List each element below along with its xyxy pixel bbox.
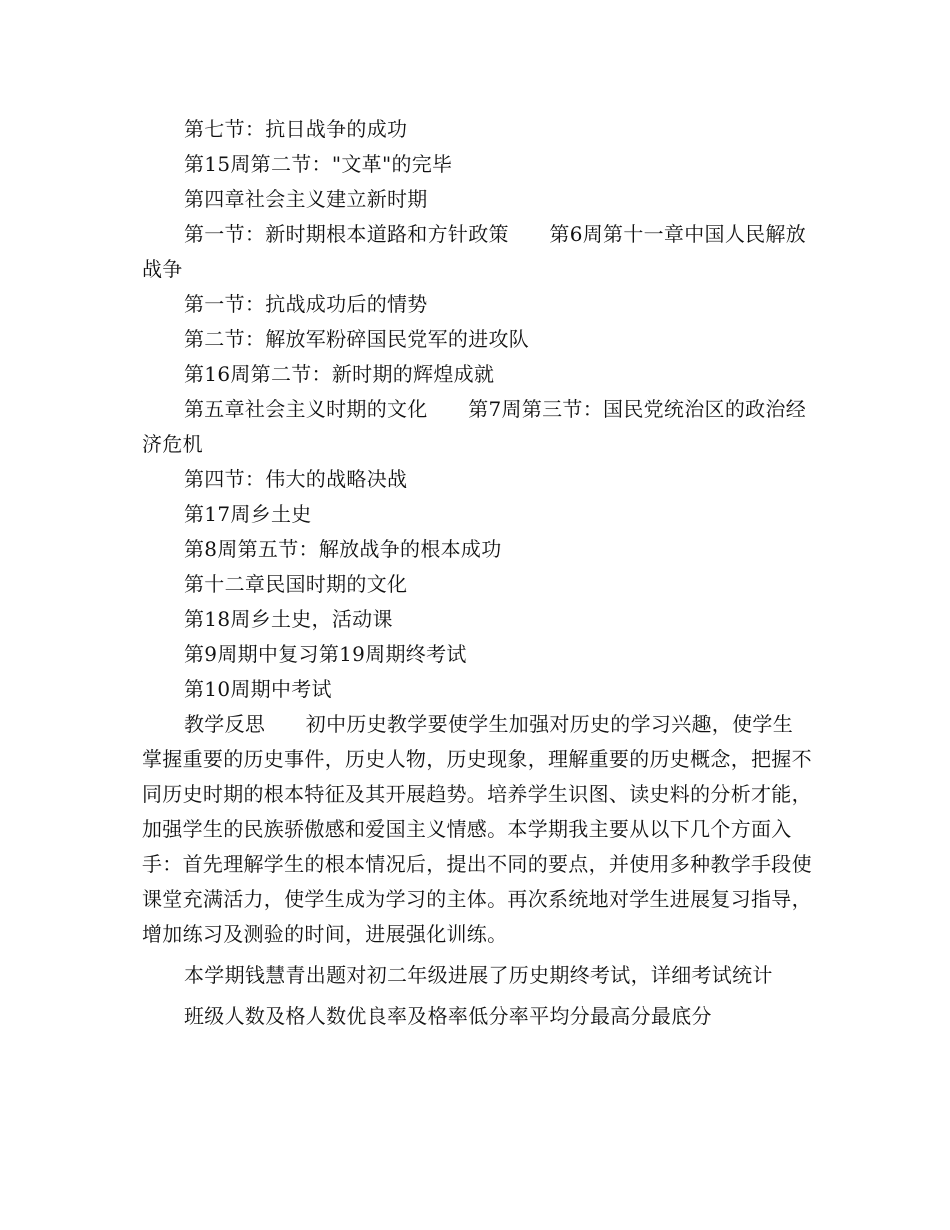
line-chapter-12: 第十二章民国时期的文化 xyxy=(184,572,408,596)
exam-table-header: 班级人数及格人数优良率及格率低分率平均分最高分最底分 xyxy=(184,1004,712,1028)
teaching-reflection-paragraph: 教学反思 初中历史教学要使学生加强对历史的学习兴趣，使学生掌握重要的历史事件，历史人物，历史现象，理解重要的历史概念，把握不同历史时期的根本特征及其开展趋势。培养学生识图、读史料的分析才能，加强学生的民族骄傲感和爱国主义情感。本学期我主要从以下几个方面入手：首先理解学生的根本情况后，提出不同的要点，并使用多种教学手段使课堂充满活力，使学生成为学习的主体。再次系统地对学生进展复习指导，增加练习及测验的时间，进展强化训练。 xyxy=(142,712,812,946)
line-week-18: 第18周乡土史，活动课 xyxy=(184,607,393,631)
line-chapter-4: 第四章社会主义建立新时期 xyxy=(184,187,428,211)
line-section-1-policy: 第一节：新时期根本道路和方针政策 第6周第十一章中国人民解放战争 xyxy=(142,222,807,281)
line-week-9: 第9周期中复习第19周期终考试 xyxy=(184,642,467,666)
document-body xyxy=(142,112,812,1034)
line-week-17: 第17周乡土史 xyxy=(184,502,312,526)
exam-statistics-paragraph: 本学期钱慧青出题对初二年级进展了历史期终考试，详细考试统计 xyxy=(184,963,773,987)
line-section-4: 第四节：伟大的战略决战 xyxy=(184,467,408,491)
line-week-16: 第16周第二节：新时期的辉煌成就 xyxy=(184,362,495,386)
line-week-10: 第10周期中考试 xyxy=(184,677,332,701)
line-week-15: 第15周第二节："文革"的完毕 xyxy=(184,152,453,176)
line-week-8: 第8周第五节：解放战争的根本成功 xyxy=(184,537,502,561)
line-section-1-situation: 第一节：抗战成功后的情势 xyxy=(184,292,428,316)
line-chapter-7: 第七节：抗日战争的成功 xyxy=(184,117,408,141)
line-section-2-army: 第二节：解放军粉碎国民党军的进攻队 xyxy=(184,327,530,351)
line-chapter-5: 第五章社会主义时期的文化 第7周第三节：国民党统治区的政治经济危机 xyxy=(142,397,807,456)
